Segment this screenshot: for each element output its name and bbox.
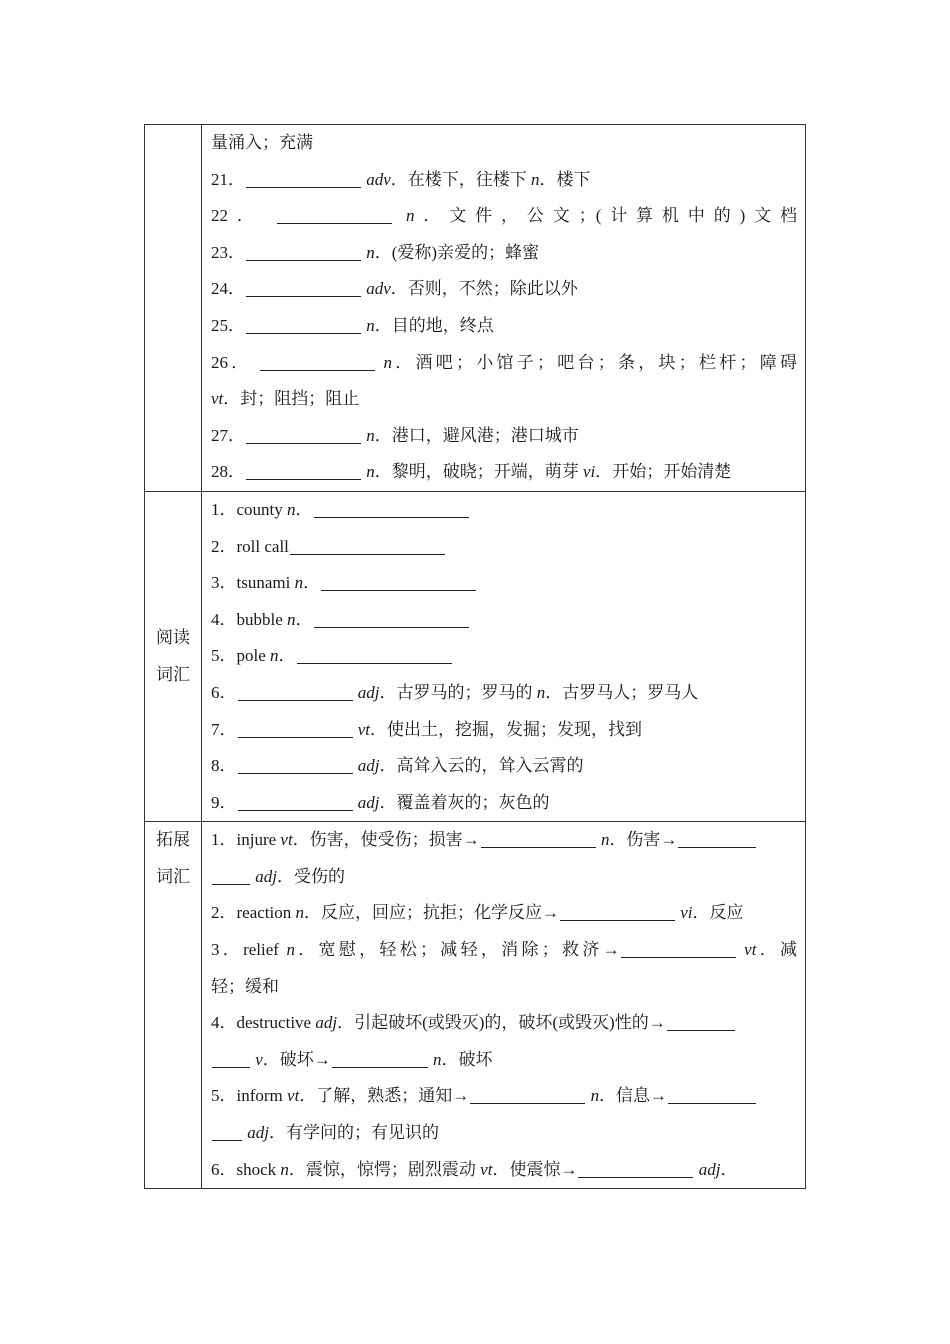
answer-blank[interactable] <box>277 222 392 224</box>
answer-blank[interactable] <box>238 736 353 738</box>
item-26-continued: vt．封；阻挡；阻止 <box>211 389 360 409</box>
answer-blank[interactable] <box>246 332 361 334</box>
item-28: 28． n．黎明，破晓；开端，萌芽 vi．开始；开始清楚 <box>211 462 732 482</box>
item-27: 27． n．港口，避风港；港口城市 <box>211 425 579 445</box>
section-label-empty <box>145 125 202 492</box>
answer-blank[interactable] <box>246 259 361 261</box>
extended-item-3: 3．relief n．宽慰，轻松；减轻，消除；救济→ vt．减 <box>211 940 798 960</box>
item-22: 22． n．文件，公文；(计算机中的)文档 <box>211 206 798 226</box>
answer-blank[interactable] <box>212 883 250 885</box>
extended-item-4: 4．destructive adj．引起破坏(或毁灭)的，破坏(或毁灭)性的→ <box>211 1005 797 1042</box>
answer-blank[interactable] <box>668 1102 756 1104</box>
section-extended-content <box>202 822 806 1189</box>
answer-blank[interactable] <box>678 846 756 848</box>
reading-item-6: 6． adj．古罗马的；罗马的 n．古罗马人；罗马人 <box>211 682 699 702</box>
section-reading-content <box>202 491 806 821</box>
continuation-line: 量涌入；充满 <box>211 133 313 152</box>
answer-blank[interactable] <box>212 1066 250 1068</box>
extended-item-4-continued: v．破坏→ n．破坏 <box>211 1042 797 1079</box>
answer-blank[interactable] <box>246 442 361 444</box>
answer-blank[interactable] <box>260 369 375 371</box>
answer-blank[interactable] <box>621 956 736 958</box>
section-core-vocab <box>145 125 806 492</box>
reading-item-5: 5．pole n． <box>211 638 797 675</box>
section-extended-vocab <box>145 822 806 1189</box>
item-25: 25． n．目的地，终点 <box>211 315 494 335</box>
answer-blank[interactable] <box>314 626 469 628</box>
vocabulary-table <box>144 124 806 1189</box>
reading-item-7: 7． vt．使出土，挖掘，发掘；发现，找到 <box>211 719 643 739</box>
extended-item-5: 5．inform vt．了解，熟悉；通知→ n．信息→ <box>211 1078 797 1115</box>
answer-blank[interactable] <box>290 553 445 555</box>
item-23: 23． n．(爱称)亲爱的；蜂蜜 <box>211 242 540 262</box>
answer-blank[interactable] <box>238 772 353 774</box>
answer-blank[interactable] <box>578 1176 693 1178</box>
item-21: 21． adv．在楼下，往楼下 n．楼下 <box>211 169 591 189</box>
answer-blank[interactable] <box>314 516 469 518</box>
answer-blank[interactable] <box>238 809 353 811</box>
answer-blank[interactable] <box>246 478 361 480</box>
item-26: 26． n．酒吧；小馆子；吧台；条，块；栏杆；障碍 <box>211 352 797 372</box>
answer-blank[interactable] <box>246 295 361 297</box>
answer-blank[interactable] <box>321 589 476 591</box>
extended-item-2: 2．reaction n．反应，回应；抗拒；化学反应→ vi．反应 <box>211 903 744 923</box>
reading-item-8: 8． adj．高耸入云的，耸入云霄的 <box>211 756 584 776</box>
reading-item-3: 3．tsunami n． <box>211 565 797 602</box>
answer-blank[interactable] <box>212 1139 242 1141</box>
answer-blank[interactable] <box>238 699 353 701</box>
answer-blank[interactable] <box>297 662 452 664</box>
section-label-extended: 拓展 词汇 <box>145 822 202 1189</box>
reading-item-2: 2．roll call <box>211 529 797 566</box>
extended-item-1: 1．injure vt．伤害，使受伤；损害→ n．伤害→ <box>211 822 797 859</box>
answer-blank[interactable] <box>470 1102 585 1104</box>
answer-blank[interactable] <box>246 186 361 188</box>
section-reading-vocab <box>145 491 806 821</box>
answer-blank[interactable] <box>481 846 596 848</box>
extended-item-1-continued: adj．受伤的 <box>211 859 797 896</box>
reading-item-1: 1．county n． <box>211 492 797 529</box>
extended-item-6: 6．shock n．震惊，惊愕；剧烈震动 vt．使震惊→ adj． <box>211 1159 738 1179</box>
reading-item-4: 4．bubble n． <box>211 602 797 639</box>
section-label-reading: 阅读 词汇 <box>145 491 202 821</box>
extended-item-3-continued: 轻；缓和 <box>211 976 279 996</box>
extended-item-5-continued: adj．有学问的；有见识的 <box>211 1115 797 1152</box>
answer-blank[interactable] <box>667 1029 735 1031</box>
section-core-content <box>202 125 806 492</box>
answer-blank[interactable] <box>332 1066 428 1068</box>
reading-item-9: 9． adj．覆盖着灰的；灰色的 <box>211 792 550 812</box>
answer-blank[interactable] <box>560 919 675 921</box>
item-24: 24． adv．否则，不然；除此以外 <box>211 279 578 299</box>
